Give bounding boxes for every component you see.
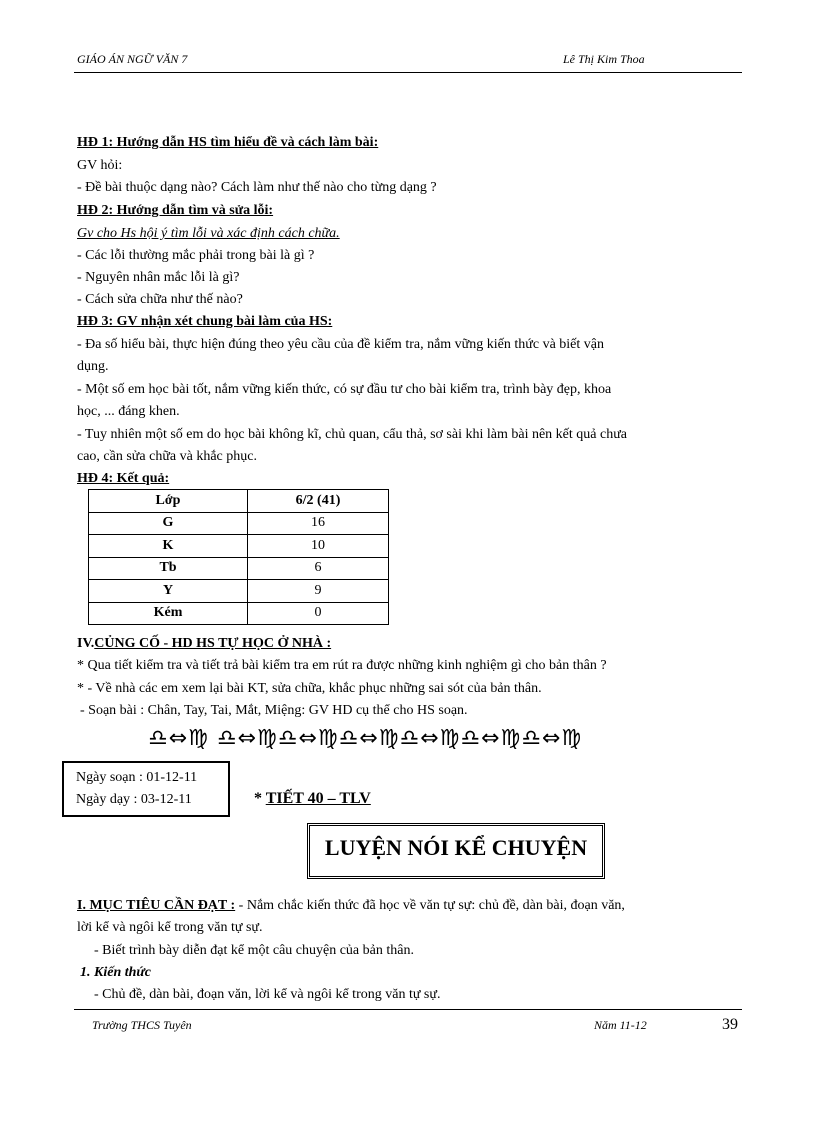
hd3-line: - Đa số hiểu bài, thực hiện đúng theo yêu cầu của đề kiểm tra, nắm vững kiến thức và biết vận [77, 337, 604, 352]
hd1-heading: HĐ 1: Hướng dẫn HS tìm hiểu đề và cách làm bài: [77, 135, 379, 150]
section4-line: * Qua tiết kiểm tra và tiết trả bài kiểm tra em rút ra được những kinh nghiệm gì cho bản thân ? [77, 658, 607, 673]
table-cell: 16 [248, 512, 389, 535]
objectives-line: - Biết trình bày diễn đạt kể một câu chuyện của bản thân. [94, 943, 414, 958]
hd3-heading: HĐ 3: GV nhận xét chung bài làm của HS: [77, 314, 333, 329]
table-cell: 6 [248, 557, 389, 580]
table-cell: 9 [248, 580, 389, 603]
section4-heading [77, 636, 331, 652]
objectives-line [77, 898, 625, 914]
date-box [62, 761, 230, 817]
hd3-line: học, ... đáng khen. [77, 404, 180, 419]
table-cell: K [89, 535, 248, 558]
table-header-cell: 6/2 (41) [248, 490, 389, 513]
lesson-number: TIẾT 40 – TLV [265, 790, 371, 807]
table-cell: Tb [89, 557, 248, 580]
knowledge-heading: 1. Kiến thức [80, 965, 152, 980]
lesson-title-box [307, 823, 605, 879]
hd1-line: - Đề bài thuộc dạng nào? Cách làm như thế nào cho từng dạng ? [77, 180, 437, 195]
header-author: Lê Thị Kim Thoa [563, 52, 645, 66]
hd1-line: GV hỏi: [77, 158, 123, 173]
footer-rule [74, 1009, 742, 1010]
table-row [89, 580, 389, 603]
table-row [89, 512, 389, 535]
date-prepared: Ngày soạn : 01-12-11 [76, 770, 198, 785]
lesson-prefix: * [254, 790, 266, 807]
table-row [89, 557, 389, 580]
objectives-line: lời kể và ngôi kể trong văn tự sự. [77, 920, 263, 935]
table-header-cell: Lớp [89, 490, 248, 513]
hd2-heading: HĐ 2: Hướng dẫn tìm và sửa lỗi: [77, 203, 274, 218]
table-cell: G [89, 512, 248, 535]
hd2-line: - Cách sửa chữa như thế nào? [77, 292, 243, 307]
hd2-line: - Nguyên nhân mắc lỗi là gì? [77, 270, 240, 285]
hd2-line: - Các lỗi thường mắc phải trong bài là gì ? [77, 248, 315, 263]
header-subject: GIÁO ÁN NGỮ VĂN 7 [77, 52, 188, 66]
table-header-row [89, 490, 389, 513]
symbol-divider: ♎⇔♍ ♎⇔♍♎⇔♍♎⇔♍♎⇔♍♎⇔♍♎⇔♍ [148, 726, 583, 751]
table-cell: Y [89, 580, 248, 603]
results-table [88, 489, 389, 625]
date-taught: Ngày dạy : 03-12-11 [76, 792, 192, 807]
section4-prefix: IV. [77, 636, 95, 651]
table-row [89, 535, 389, 558]
objectives-heading: I. MỤC TIÊU CẦN ĐẠT : [77, 898, 236, 913]
hd4-heading: HĐ 4: Kết quả: [77, 471, 170, 486]
table-cell: 10 [248, 535, 389, 558]
hd3-line: dụng. [77, 359, 109, 374]
knowledge-text: - Chủ đề, dàn bài, đoạn văn, lời kể và ngôi kể trong văn tự sự. [94, 987, 441, 1002]
footer-school: Trường THCS Tuyên [92, 1018, 192, 1032]
table-row [89, 602, 389, 625]
hd3-line: - Tuy nhiên một số em do học bài không kĩ, chủ quan, cẩu thả, sơ sài khi làm bài nên kết quả chưa [77, 427, 628, 442]
section4-line: - Soạn bài : Chân, Tay, Tai, Mắt, Miệng: GV HD cụ thể cho HS soạn. [80, 703, 468, 718]
hd3-line: cao, cần sửa chữa và khắc phục. [77, 449, 257, 464]
header-rule [74, 72, 742, 73]
hd3-line: - Một số em học bài tốt, nắm vững kiến thức, có sự đầu tư cho bài kiểm tra, trình bày đẹp, khoa [77, 382, 612, 397]
objectives-text: - Nắm chắc kiến thức đã học về văn tự sự: chủ đề, dàn bài, đoạn văn, [235, 898, 625, 913]
page-number: 39 [722, 1016, 738, 1033]
footer-year: Năm 11-12 [594, 1018, 647, 1032]
section4-line: * - Về nhà các em xem lại bài KT, sửa chữa, khắc phục những sai sót của bản thân. [77, 681, 542, 696]
lesson-label [254, 790, 371, 808]
section4-title: CỦNG CỐ - HD HS TỰ HỌC Ở NHÀ : [94, 636, 332, 651]
table-cell: 0 [248, 602, 389, 625]
table-cell: Kém [89, 602, 248, 625]
lesson-title: LUYỆN NÓI KỂ CHUYỆN [324, 835, 588, 860]
hd2-subheading: Gv cho Hs hội ý tìm lỗi và xác định cách chữa. [77, 226, 340, 241]
